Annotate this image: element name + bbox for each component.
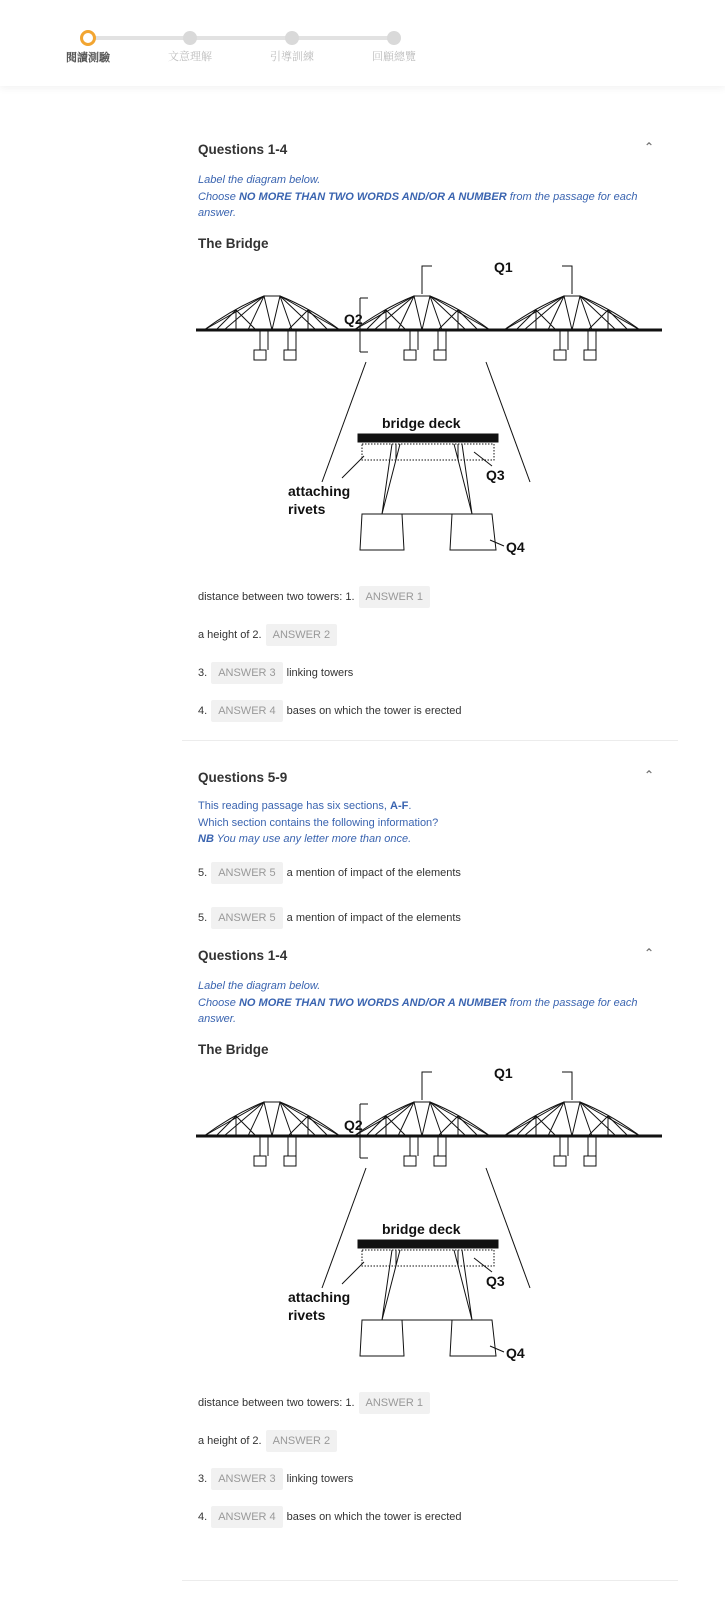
step-guided-training[interactable]: 引導訓練: [262, 28, 322, 64]
question-group-title: Questions 1-4: [198, 142, 288, 157]
answer-input-3[interactable]: ANSWER 3: [211, 662, 282, 684]
svg-text:rivets: rivets: [288, 501, 326, 517]
instructions: Label the diagram below. Choose NO MORE THAN TWO WORDS AND/OR A NUMBER from the passage for each answer.: [198, 980, 638, 1025]
question-group-title: Questions 1-4: [198, 948, 288, 963]
question-item-1: distance between two towers: 1. ANSWER 1: [198, 586, 434, 608]
answer-input-1[interactable]: ANSWER 1: [359, 1392, 430, 1414]
question-item-1: distance between two towers: 1. ANSWER 1: [198, 1392, 434, 1414]
diagram-title: The Bridge: [198, 236, 269, 251]
step-comprehension[interactable]: 文意理解: [160, 28, 220, 64]
instructions: This reading passage has six sections, A-F. Which section contains the following information? NB You may use any letter more than once.: [198, 800, 439, 845]
question-group-title: Questions 5-9: [198, 770, 288, 785]
question-item-2: a height of 2. ANSWER 2: [198, 624, 341, 646]
chevron-up-icon[interactable]: ⌃: [643, 140, 655, 154]
question-item-3: 3. ANSWER 3 linking towers: [198, 1468, 353, 1490]
bridge-diagram: [196, 1064, 662, 1364]
question-group-header[interactable]: [198, 770, 658, 785]
diagram-title: The Bridge: [198, 1042, 269, 1057]
svg-text:Q2: Q2: [344, 1117, 363, 1133]
svg-text:rivets: rivets: [288, 1307, 326, 1323]
svg-text:Q3: Q3: [486, 467, 505, 483]
svg-text:bridge deck: bridge deck: [382, 415, 461, 431]
svg-text:Q1: Q1: [494, 259, 513, 275]
question-item-5: 5. ANSWER 5 a mention of impact of the elements: [198, 862, 461, 884]
question-item-3: 3. ANSWER 3 linking towers: [198, 662, 353, 684]
question-group-header[interactable]: [198, 948, 658, 963]
answer-input-4[interactable]: ANSWER 4: [211, 1506, 282, 1528]
question-item-4: 4. ANSWER 4 bases on which the tower is erected: [198, 700, 462, 722]
answer-input-5[interactable]: ANSWER 5: [211, 862, 282, 884]
svg-text:Q1: Q1: [494, 1065, 513, 1081]
question-item-2: a height of 2. ANSWER 2: [198, 1430, 341, 1452]
question-item-5-duplicate: 5. ANSWER 5 a mention of impact of the elements: [198, 907, 461, 929]
answer-input-2[interactable]: ANSWER 2: [266, 1430, 337, 1452]
answer-input-5[interactable]: ANSWER 5: [211, 907, 282, 929]
answer-input-3[interactable]: ANSWER 3: [211, 1468, 282, 1490]
svg-text:attaching: attaching: [288, 483, 351, 499]
svg-text:bridge deck: bridge deck: [382, 1221, 461, 1237]
svg-text:Q4: Q4: [506, 1345, 525, 1361]
chevron-up-icon[interactable]: ⌃: [643, 946, 655, 960]
question-item-4: 4. ANSWER 4 bases on which the tower is erected: [198, 1506, 462, 1528]
question-group-1-4-repeat: [182, 806, 678, 1566]
step-review[interactable]: 回顧總覽: [364, 28, 424, 64]
chevron-up-icon[interactable]: ⌃: [643, 768, 655, 782]
step-reading-test[interactable]: 閱讀測驗: [58, 28, 118, 65]
step-current-icon: [80, 30, 96, 46]
svg-text:attaching: attaching: [288, 1289, 351, 1305]
section-divider: [182, 1580, 678, 1581]
instructions: Label the diagram below. Choose NO MORE THAN TWO WORDS AND/OR A NUMBER from the passage for each answer.: [198, 174, 638, 219]
svg-text:Q2: Q2: [344, 311, 363, 327]
question-group-5-9: [182, 0, 678, 940]
answer-input-1[interactable]: ANSWER 1: [359, 586, 430, 608]
answer-input-2[interactable]: ANSWER 2: [266, 624, 337, 646]
svg-text:Q3: Q3: [486, 1273, 505, 1289]
answer-input-4[interactable]: ANSWER 4: [211, 700, 282, 722]
svg-text:Q4: Q4: [506, 539, 525, 555]
